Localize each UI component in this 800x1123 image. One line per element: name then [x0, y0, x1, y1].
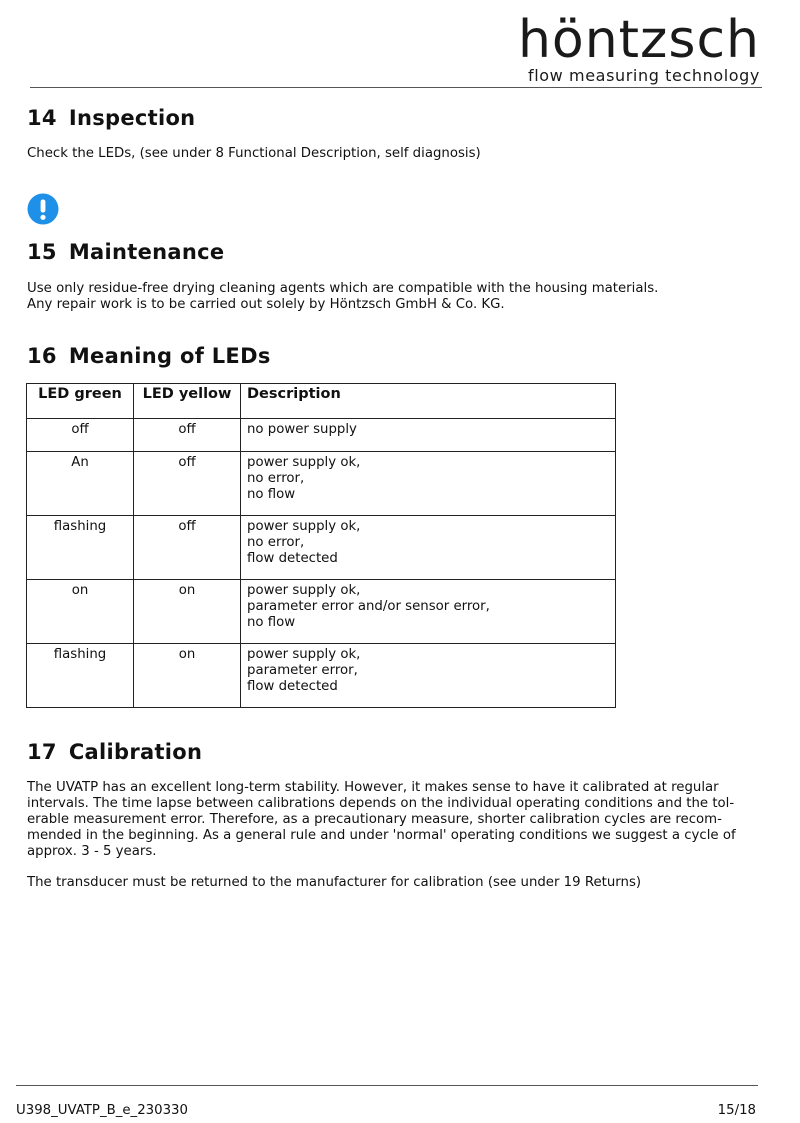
- cell-description: [241, 419, 616, 452]
- section-title: Inspection: [68, 106, 196, 130]
- logo-wordmark: höntzsch: [517, 10, 760, 70]
- cell-led-green: flashing: [27, 516, 134, 580]
- cell-description: [241, 580, 616, 644]
- cell-led-yellow: on: [134, 644, 241, 708]
- led-meaning-table: [26, 383, 616, 708]
- cell-led-yellow: off: [134, 516, 241, 580]
- footer-divider: [16, 1085, 758, 1086]
- table-row: [27, 419, 616, 452]
- header-divider: [30, 87, 762, 88]
- document-id: U398_UVATP_B_e_230330: [16, 1103, 188, 1118]
- section-title: Calibration: [68, 740, 203, 764]
- section-number: 14: [27, 106, 57, 130]
- description-line: parameter error,: [247, 663, 358, 678]
- description-line: flow detected: [247, 551, 338, 566]
- description-line: flow detected: [247, 679, 338, 694]
- company-logo: [518, 12, 760, 86]
- section-14-text: Check the LEDs, (see under 8 Functional Description, self diagnosis): [27, 146, 481, 161]
- cell-led-yellow: off: [134, 419, 241, 452]
- logo-tagline: flow measuring technology: [528, 66, 760, 85]
- cell-led-yellow: on: [134, 580, 241, 644]
- column-header-led-yellow: LED yellow: [134, 384, 241, 419]
- column-header-led-green: LED green: [27, 384, 134, 419]
- section-16-heading: [27, 344, 271, 368]
- cell-description: [241, 644, 616, 708]
- table-row: [27, 516, 616, 580]
- text-line: approx. 3 - 5 years.: [27, 844, 157, 859]
- cell-led-green: flashing: [27, 644, 134, 708]
- description-line: no power supply: [247, 422, 357, 437]
- section-15-text: [27, 281, 762, 313]
- text-line: intervals. The time lapse between calibrations depends on the individual operating conditions and the tol-: [27, 796, 735, 811]
- section-17-paragraph-1: [27, 780, 762, 860]
- section-15-heading: [27, 240, 224, 264]
- description-line: no flow: [247, 487, 296, 502]
- table-row: [27, 580, 616, 644]
- cell-led-green: An: [27, 452, 134, 516]
- text-line: erable measurement error. Therefore, as a precautionary measure, shorter calibration cycles are recom-: [27, 812, 722, 827]
- section-number: 17: [27, 740, 57, 764]
- cell-description: [241, 452, 616, 516]
- exclamation-circle-icon: [27, 193, 59, 225]
- description-line: no error,: [247, 535, 305, 550]
- text-line: mended in the beginning. As a general rule and under 'normal' operating conditions we suggest a cycle of: [27, 828, 736, 843]
- text-line: Use only residue-free drying cleaning agents which are compatible with the housing materials.: [27, 281, 659, 296]
- text-line: The UVATP has an excellent long-term stability. However, it makes sense to have it calibrated at regular: [27, 780, 719, 795]
- section-14-heading: [27, 106, 195, 130]
- cell-description: [241, 516, 616, 580]
- table-header-row: [27, 384, 616, 419]
- text-line: Any repair work is to be carried out solely by Höntzsch GmbH & Co. KG.: [27, 297, 505, 312]
- section-title: Meaning of LEDs: [68, 344, 271, 368]
- table-row: [27, 452, 616, 516]
- cell-led-yellow: off: [134, 452, 241, 516]
- table-row: [27, 644, 616, 708]
- description-line: power supply ok,: [247, 647, 361, 662]
- section-title: Maintenance: [68, 240, 225, 264]
- section-number: 16: [27, 344, 57, 368]
- page-number: 15/18: [717, 1103, 756, 1118]
- description-line: parameter error and/or sensor error,: [247, 599, 490, 614]
- description-line: power supply ok,: [247, 583, 361, 598]
- cell-led-green: off: [27, 419, 134, 452]
- column-header-description: Description: [241, 384, 616, 419]
- description-line: no flow: [247, 615, 296, 630]
- description-line: no error,: [247, 471, 305, 486]
- description-line: power supply ok,: [247, 455, 361, 470]
- section-17-paragraph-2: The transducer must be returned to the manufacturer for calibration (see under 19 Returns): [27, 875, 642, 890]
- description-line: power supply ok,: [247, 519, 361, 534]
- section-17-heading: [27, 740, 202, 764]
- cell-led-green: on: [27, 580, 134, 644]
- section-number: 15: [27, 240, 57, 264]
